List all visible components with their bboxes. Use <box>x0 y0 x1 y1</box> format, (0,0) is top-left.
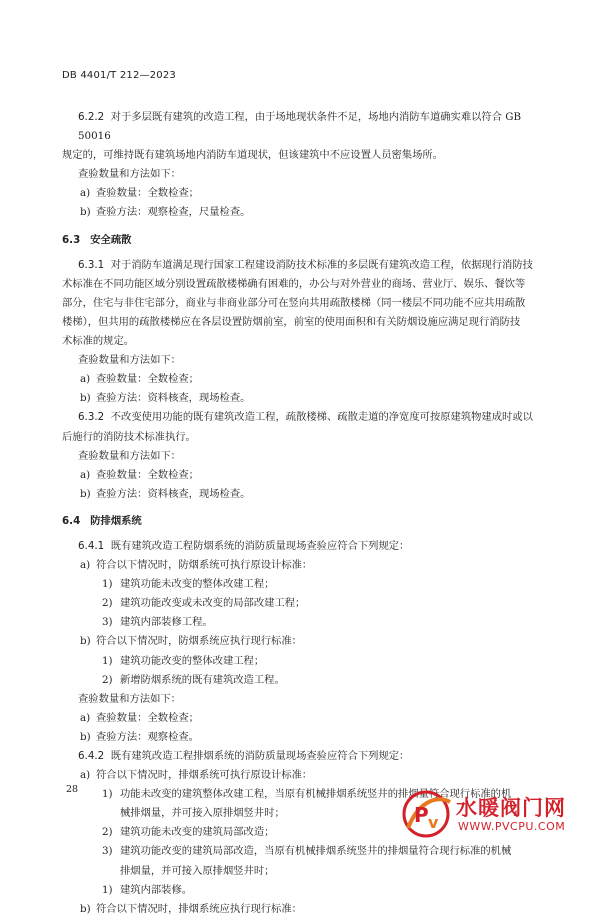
list-item: b) 符合以下情况时，防烟系统应执行现行标准： <box>80 635 302 648</box>
check-intro: 查验数量和方法如下： <box>78 168 181 181</box>
list-item: b) 查验方法：资料核查，现场检查。 <box>80 487 251 500</box>
clause-text-cont: 楼梯），但共用的疏散楼梯应在各层设置防烟前室，前室的使用面积和有关防烟设施应满足现行消防技 <box>62 315 521 328</box>
clause-number: 6.2.2 <box>78 111 105 123</box>
clause-6-4-1: 6.4.1 既有建筑改造工程防烟系统的消防质量现场查验应符合下列规定： <box>78 539 410 552</box>
list-item: a) 符合以下情况时，防烟系统可执行原设计标准： <box>80 559 313 572</box>
clause-text-cont: 术标准在不同功能区域分别设置疏散楼梯确有困难的，办公与对外营业的商场、营业厅、娱乐、餐饮等 <box>62 277 526 290</box>
list-item: b) 查验方法：观察检查，尺量检查。 <box>80 206 251 219</box>
clause-text-cont: 术标准的规定。 <box>62 335 135 348</box>
clause-6-2-2 <box>62 108 540 146</box>
clause-text-cont: 部分，住宅与非住宅部分，商业与非商业部分可在竖向共用疏散楼梯（同一楼层不同功能不应共用疏散 <box>62 296 526 309</box>
list-item: a) 查验数量：全数检查； <box>80 187 199 200</box>
clause-number: 6.3.1 <box>78 258 105 271</box>
page-number: 28 <box>66 784 79 795</box>
watermark-url: WWW.PVCPU.COM <box>458 820 566 833</box>
svg-text:P: P <box>414 803 429 827</box>
sub-list-item-cont: 械排烟量，并可接入原排烟竖井时； <box>120 807 285 820</box>
clause-text: 对于多层既有建筑的改造工程，由于场地现状条件不足，场地内消防车道确实难以符合 GB 50016 <box>78 111 522 143</box>
check-intro: 查验数量和方法如下： <box>78 354 181 367</box>
check-intro: 查验数量和方法如下： <box>78 692 181 705</box>
sub-list-item: 2) 新增防烟系统的既有建筑改造工程。 <box>102 673 285 686</box>
list-item: b) 查验方法：资料核查，现场检查。 <box>80 392 251 405</box>
clause-6-4-2: 6.4.2 既有建筑改造工程排烟系统的消防质量现场查验应符合下列规定： <box>78 750 410 762</box>
clause-text-cont: 后施行的消防技术标准执行。 <box>62 430 196 443</box>
sub-list-item: 3) 建筑内部装修工程。 <box>102 616 213 629</box>
svg-text:v: v <box>428 813 439 832</box>
clause-number: 6.3.2 <box>78 411 105 424</box>
sub-list-item: 2) 建筑功能未改变的建筑局部改造； <box>102 826 275 839</box>
check-intro: 查验数量和方法如下： <box>78 449 181 462</box>
list-item: b) 查验方法：观察检查。 <box>80 730 199 743</box>
clause-number: 6.4.1 <box>78 539 105 552</box>
sub-list-item: 3) 建筑功能改变的建筑局部改造，当原有机械排烟系统竖井的排烟量符合现行标准的机械 <box>102 845 512 858</box>
section-heading-6-4: 6.4 防排烟系统 <box>62 514 142 527</box>
list-item: a) 符合以下情况时，排烟系统可执行原设计标准： <box>80 769 313 782</box>
watermark-site-name: 水暖阀门网 <box>456 796 566 820</box>
sub-list-item: 1) 建筑内部装修。 <box>102 883 193 896</box>
clause-number: 6.4.2 <box>78 750 105 762</box>
clause-6-3-2: 6.3.2 不改变使用功能的既有建筑改造工程，疏散楼梯、疏散走道的净宽度可按原建筑物建成时或以 <box>78 411 533 424</box>
list-item: b) 符合以下情况时，排烟系统应执行现行标准： <box>80 902 302 915</box>
document-code: DB 4401/T 212—2023 <box>62 70 176 81</box>
list-item: a) 查验数量：全数检查； <box>80 711 199 724</box>
watermark-logo <box>400 788 586 840</box>
sub-list-item: 1) 建筑功能未改变的整体改建工程； <box>102 578 275 591</box>
sub-list-item: 1) 建筑功能改变的整体改建工程； <box>102 654 265 667</box>
section-heading-6-3: 6.3 安全疏散 <box>62 233 132 246</box>
pv-logo-icon <box>400 788 454 840</box>
sub-list-item-cont: 排烟量，并可接入原排烟竖井时； <box>120 864 275 877</box>
clause-6-3-1: 6.3.1 对于消防车道满足现行国家工程建设消防技术标准的多层既有建筑改造工程，依据现行消防技 <box>78 258 533 271</box>
sub-list-item: 2) 建筑功能改变或未改变的局部改建工程； <box>102 597 306 610</box>
sub-list-item: 1) 功能未改变的建筑整体改建工程，当原有机械排烟系统竖井的排烟量符合现行标准的机 <box>102 788 512 801</box>
list-item: a) 查验数量：全数检查； <box>80 468 199 481</box>
clause-text-cont: 规定的，可维持既有建筑场地内消防车道现状，但该建筑中不应设置人员密集场所。 <box>62 149 443 162</box>
list-item: a) 查验数量：全数检查； <box>80 373 199 386</box>
